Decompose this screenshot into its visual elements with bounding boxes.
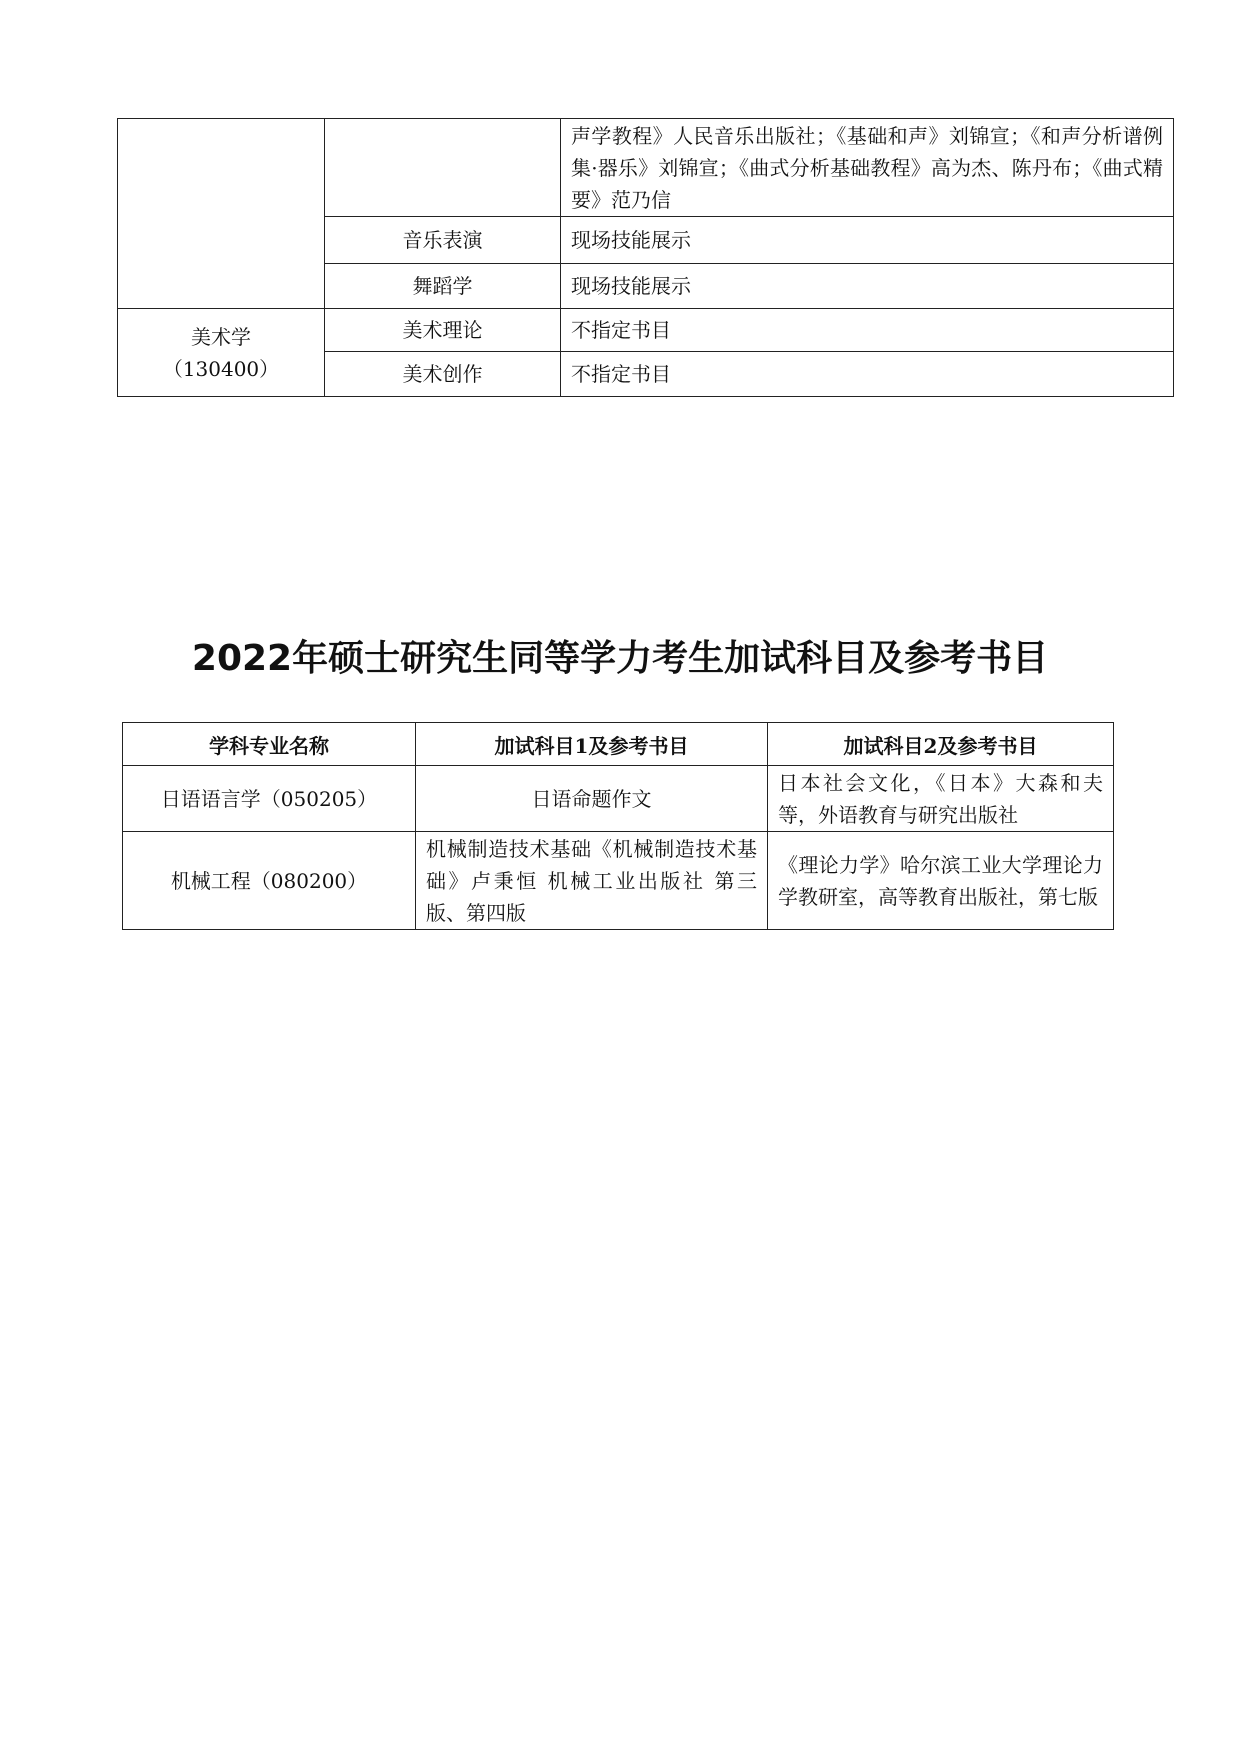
exam-books-table-continued [117, 118, 1174, 397]
header-major: 学科专业名称 [123, 723, 416, 766]
book-cell: 声学教程》人民音乐出版社；《基础和声》刘锦宣；《和声分析谱例集·器乐》刘锦宣；《曲式分析基础教程》高为杰、陈丹布；《曲式精要》范乃信 [561, 119, 1174, 217]
subject-cell: 美术创作 [325, 352, 561, 397]
book-cell: 不指定书目 [561, 352, 1174, 397]
subject2-cell: 《理论力学》哈尔滨工业大学理论力学教研室，高等教育出版社，第七版 [768, 832, 1114, 930]
subject1-cell: 日语命题作文 [416, 766, 768, 832]
book-cell: 现场技能展示 [561, 217, 1174, 264]
page-title: 2022年硕士研究生同等学力考生加试科目及参考书目 [191, 638, 1049, 679]
major-code: （130400） [162, 356, 280, 381]
major-name: 美术学 [191, 324, 251, 349]
major-cell: 机械工程（080200） [123, 832, 416, 930]
subject-cell: 音乐表演 [325, 217, 561, 264]
equivalent-exam-table [122, 722, 1114, 930]
header-subject2: 加试科目2及参考书目 [768, 723, 1114, 766]
book-cell: 不指定书目 [561, 309, 1174, 352]
major-cell-empty [118, 119, 325, 309]
major-cell [118, 309, 325, 397]
subject-cell: 美术理论 [325, 309, 561, 352]
major-cell: 日语语言学（050205） [123, 766, 416, 832]
subject-cell: 舞蹈学 [325, 264, 561, 309]
subject2-cell: 日本社会文化，《日本》大森和夫等，外语教育与研究出版社 [768, 766, 1114, 832]
header-subject1: 加试科目1及参考书目 [416, 723, 768, 766]
subject-cell-empty [325, 119, 561, 217]
book-cell: 现场技能展示 [561, 264, 1174, 309]
subject1-cell: 机械制造技术基础《机械制造技术基础》卢秉恒 机械工业出版社 第三版、第四版 [416, 832, 768, 930]
